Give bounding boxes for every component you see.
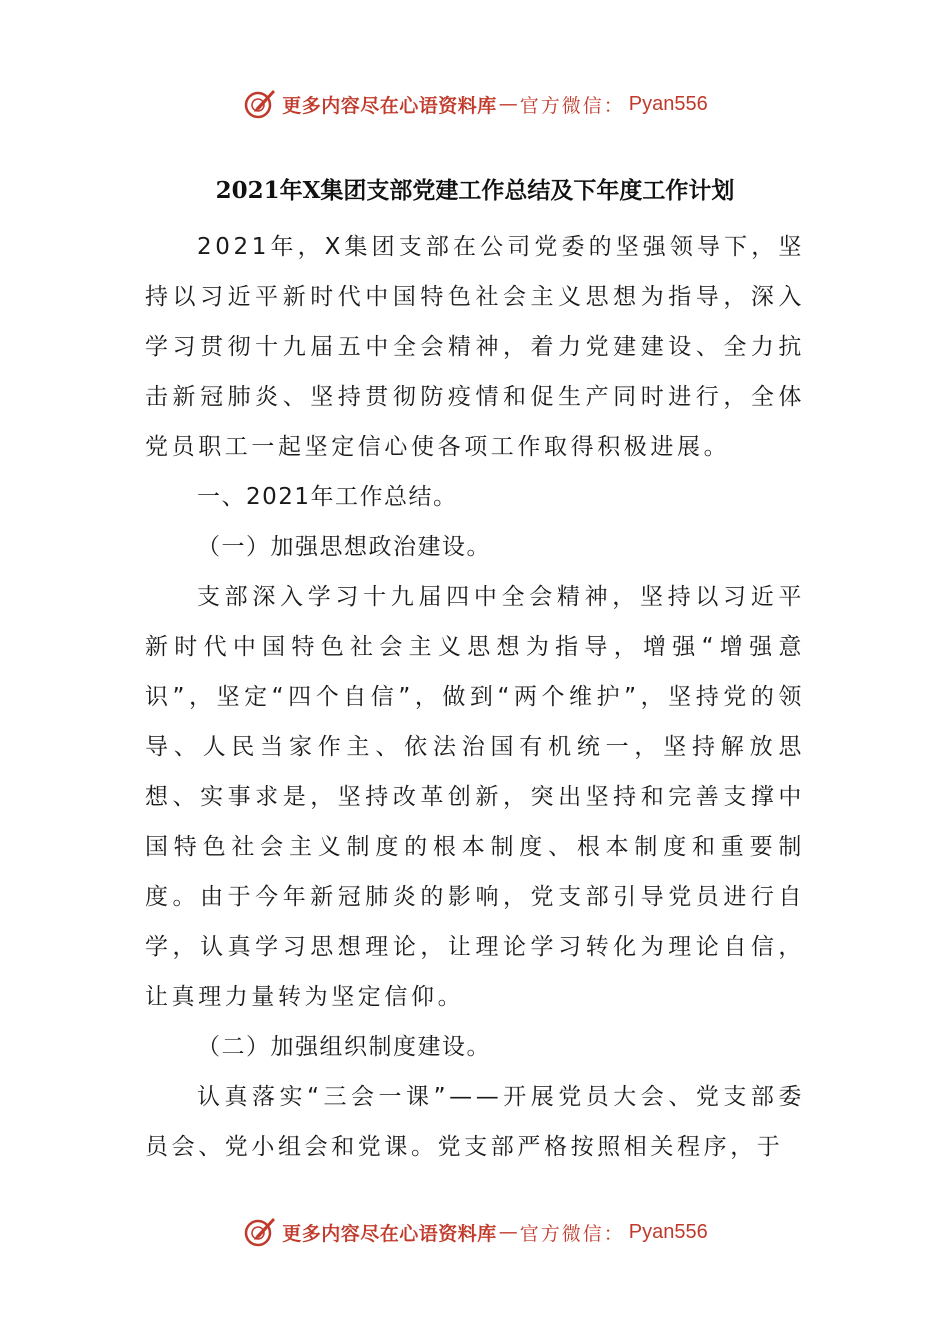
banner-dash: — — [498, 93, 518, 115]
banner-label: 官方微信： — [519, 94, 625, 117]
banner-main-text: 更多内容尽在心语资料库 — [282, 94, 497, 117]
watermark-banner-top — [0, 84, 950, 124]
banner-wechat-id: Pyan556 — [628, 92, 708, 115]
paragraph-organization: 认真落实“三会一课”——开展党员大会、党支部委员会、党小组会和党课。党支部严格按照相关程序，于 — [145, 1084, 805, 1160]
banner-dash: — — [498, 1221, 518, 1243]
document-body — [145, 222, 805, 1172]
subsection-heading-organization: （二）加强组织制度建设。 — [197, 1034, 491, 1060]
quill-logo-icon — [242, 86, 278, 122]
paragraph-intro: 2021年，X集团支部在公司党委的坚强领导下，坚持以习近平新时代中国特色社会主义思想为指导，深入学习贯彻十九届五中全会精神，着力党建建设、全力抗击新冠肺炎、坚持贯彻防疫情和促生产同时进行，全体党员职工一起坚定信心使各项工作取得积极进展。 — [145, 234, 805, 460]
section-heading-summary: 一、2021年工作总结。 — [197, 484, 458, 510]
banner-wechat-id: Pyan556 — [628, 1220, 708, 1243]
subsection-heading-ideology: （一）加强思想政治建设。 — [197, 534, 491, 560]
watermark-banner-bottom — [0, 1212, 950, 1252]
quill-logo-icon — [242, 1214, 278, 1250]
banner-label: 官方微信： — [519, 1222, 625, 1245]
banner-main-text: 更多内容尽在心语资料库 — [282, 1222, 497, 1245]
paragraph-ideology: 支部深入学习十九届四中全会精神，坚持以习近平新时代中国特色社会主义思想为指导，增强“增强意识”，坚定“四个自信”，做到“两个维护”，坚持党的领导、人民当家作主、依法治国有机统一，坚持解放思想、实事求是，坚持改革创新，突出坚持和完善支撑中国特色社会主义制度的根本制度、根本制度和重要制度。由于今年新冠肺炎的影响，党支部引导党员进行自学，认真学习思想理论，让理论学习转化为理论自信，让真理力量转为坚定信仰。 — [145, 584, 805, 1010]
document-title: 2021年X集团支部党建工作总结及下年度工作计划 — [215, 177, 735, 204]
